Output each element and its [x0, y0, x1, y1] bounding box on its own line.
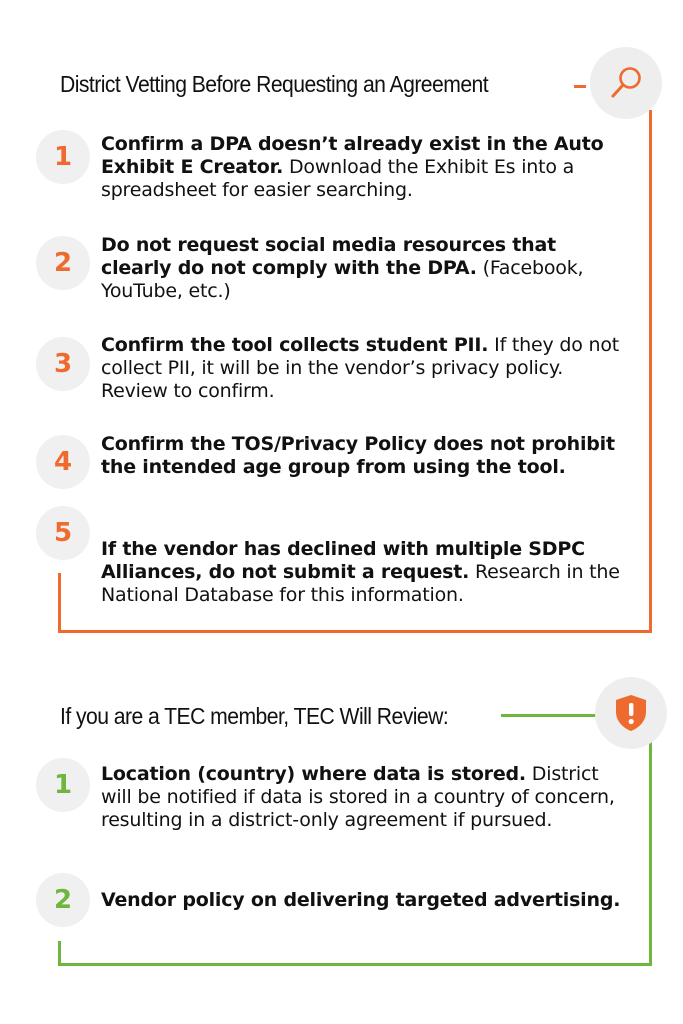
list-item: [101, 433, 631, 479]
item-heading: Confirm a DPA doesn’t already exist in the Auto Exhibit E Creator.: [101, 133, 604, 178]
section2-frame-left: [58, 941, 61, 966]
section2-frame-bottom: [58, 963, 652, 966]
step-number: 5: [36, 506, 90, 560]
item-heading: Confirm the tool collects student PII.: [101, 334, 489, 356]
list-item: [101, 334, 631, 403]
step-number: 1: [36, 758, 90, 812]
item-detail: If they do not collect PII, it will be in the vendor’s privacy policy. Review to confirm.: [101, 334, 620, 402]
list-item: [101, 889, 631, 912]
step-number: 1: [36, 130, 90, 184]
magnifier-icon: [606, 63, 646, 103]
item-detail: Download the Exhibit Es into a spreadsheet for easier searching.: [101, 156, 575, 201]
list-item: [101, 133, 631, 202]
step-number: 3: [36, 337, 90, 391]
section1-frame-left: [58, 573, 61, 633]
item-detail: District will be notified if data is stored in a country of concern, resulting in a district-only agreement if pursued.: [101, 763, 615, 831]
section2-title: If you are a TEC member, TEC Will Review:: [60, 703, 449, 729]
step-number: 2: [36, 236, 90, 290]
section1-frame-right: [649, 110, 652, 633]
section2-frame-right: [649, 742, 652, 966]
list-item: [101, 538, 631, 607]
item-heading: If the vendor has declined with multiple SDPC Alliances, do not submit a request.: [101, 538, 585, 583]
shield-badge: [595, 677, 667, 749]
item-heading: Confirm the TOS/Privacy Policy does not prohibit the intended age group from using the tool.: [101, 433, 615, 478]
section1-title-dash: [574, 85, 586, 88]
item-heading: Do not request social media resources that clearly do not comply with the DPA.: [101, 234, 557, 279]
section1-frame-bottom: [58, 630, 652, 633]
item-heading: Location (country) where data is stored.: [101, 763, 526, 785]
section2-title-dash: [501, 714, 597, 717]
item-heading: Vendor policy on delivering targeted advertising.: [101, 889, 621, 911]
shield-alert-icon: [610, 692, 652, 734]
item-detail: (Facebook, YouTube, etc.): [101, 257, 584, 302]
list-item: [101, 234, 631, 303]
step-number: 2: [36, 873, 90, 927]
list-item: [101, 763, 631, 832]
magnifier-badge: [590, 47, 662, 119]
section1-title: District Vetting Before Requesting an Agreement: [60, 71, 489, 97]
item-detail: Research in the National Database for this information.: [101, 561, 620, 606]
step-number: 4: [36, 435, 90, 489]
